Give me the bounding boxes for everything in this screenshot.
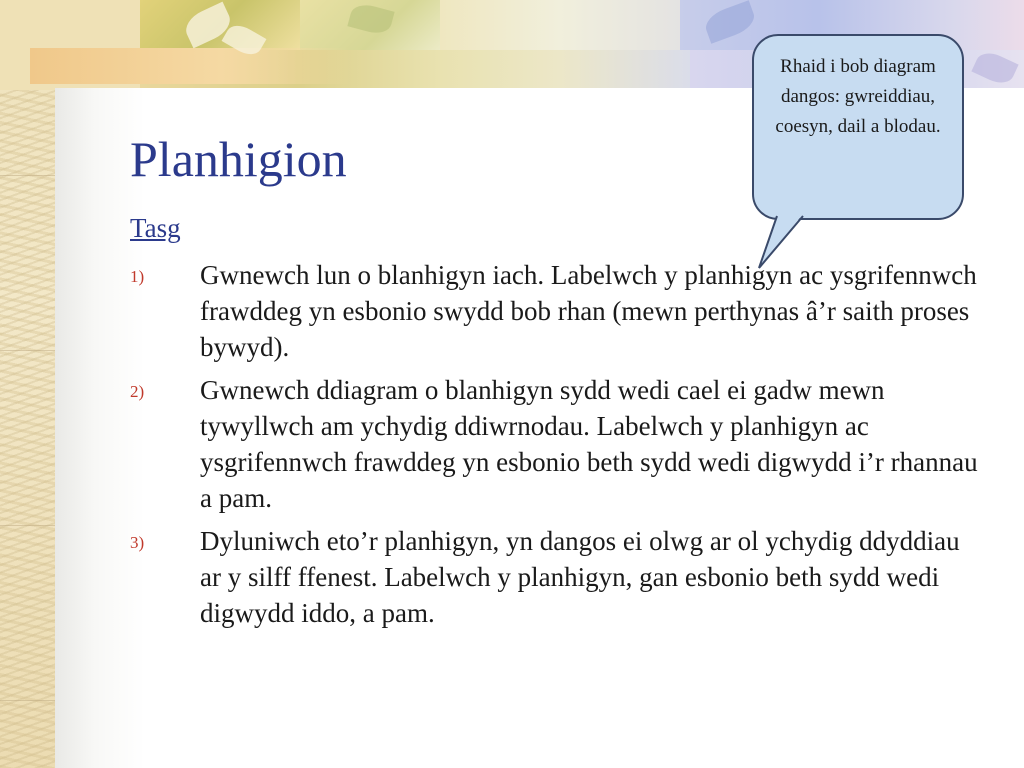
list-number: 2) xyxy=(130,382,145,401)
subheading: Tasg xyxy=(130,213,181,243)
strip-seam xyxy=(0,350,60,351)
strip-seam xyxy=(0,525,60,526)
strip-seam xyxy=(0,175,60,176)
callout-tail xyxy=(755,214,815,270)
list-item-text: Dyluniwch eto’r planhigyn, yn dangos ei olwg ar ol ychydig ddyddiau ar y silff ffenest. Labelwch y planhigyn, gan esbonio beth sydd wedi digwydd iddo, a pam. xyxy=(200,526,960,628)
list-item xyxy=(130,523,980,631)
list-item-text: Gwnewch ddiagram o blanhigyn sydd wedi cael ei gadw mewn tywyllwch am ychydig ddiwrnodau. Labelwch y planhigyn ac ysgrifennwch frawddeg yn esbonio beth sydd wedi digwydd i’r rhannau a pam. xyxy=(200,375,978,513)
orange-band xyxy=(30,48,350,84)
list-number: 1) xyxy=(130,267,145,286)
slide-title: Planhigion xyxy=(130,131,347,187)
list-item-text: Gwnewch lun o blanhigyn iach. Labelwch y planhigyn ac ysgrifennwch frawddeg yn esbonio swydd bob rhan (mewn perthynas â’r saith proses bywyd). xyxy=(200,260,977,362)
list-number: 3) xyxy=(130,533,145,552)
callout-text: Rhaid i bob diagram dangos: gwreiddiau, coesyn, dail a blodau. xyxy=(775,56,941,137)
parchment-strip xyxy=(0,0,60,768)
strip-seam xyxy=(0,700,60,701)
banner-tile xyxy=(440,0,680,50)
list-item xyxy=(130,257,980,365)
task-list xyxy=(130,257,980,638)
list-item xyxy=(130,372,980,516)
